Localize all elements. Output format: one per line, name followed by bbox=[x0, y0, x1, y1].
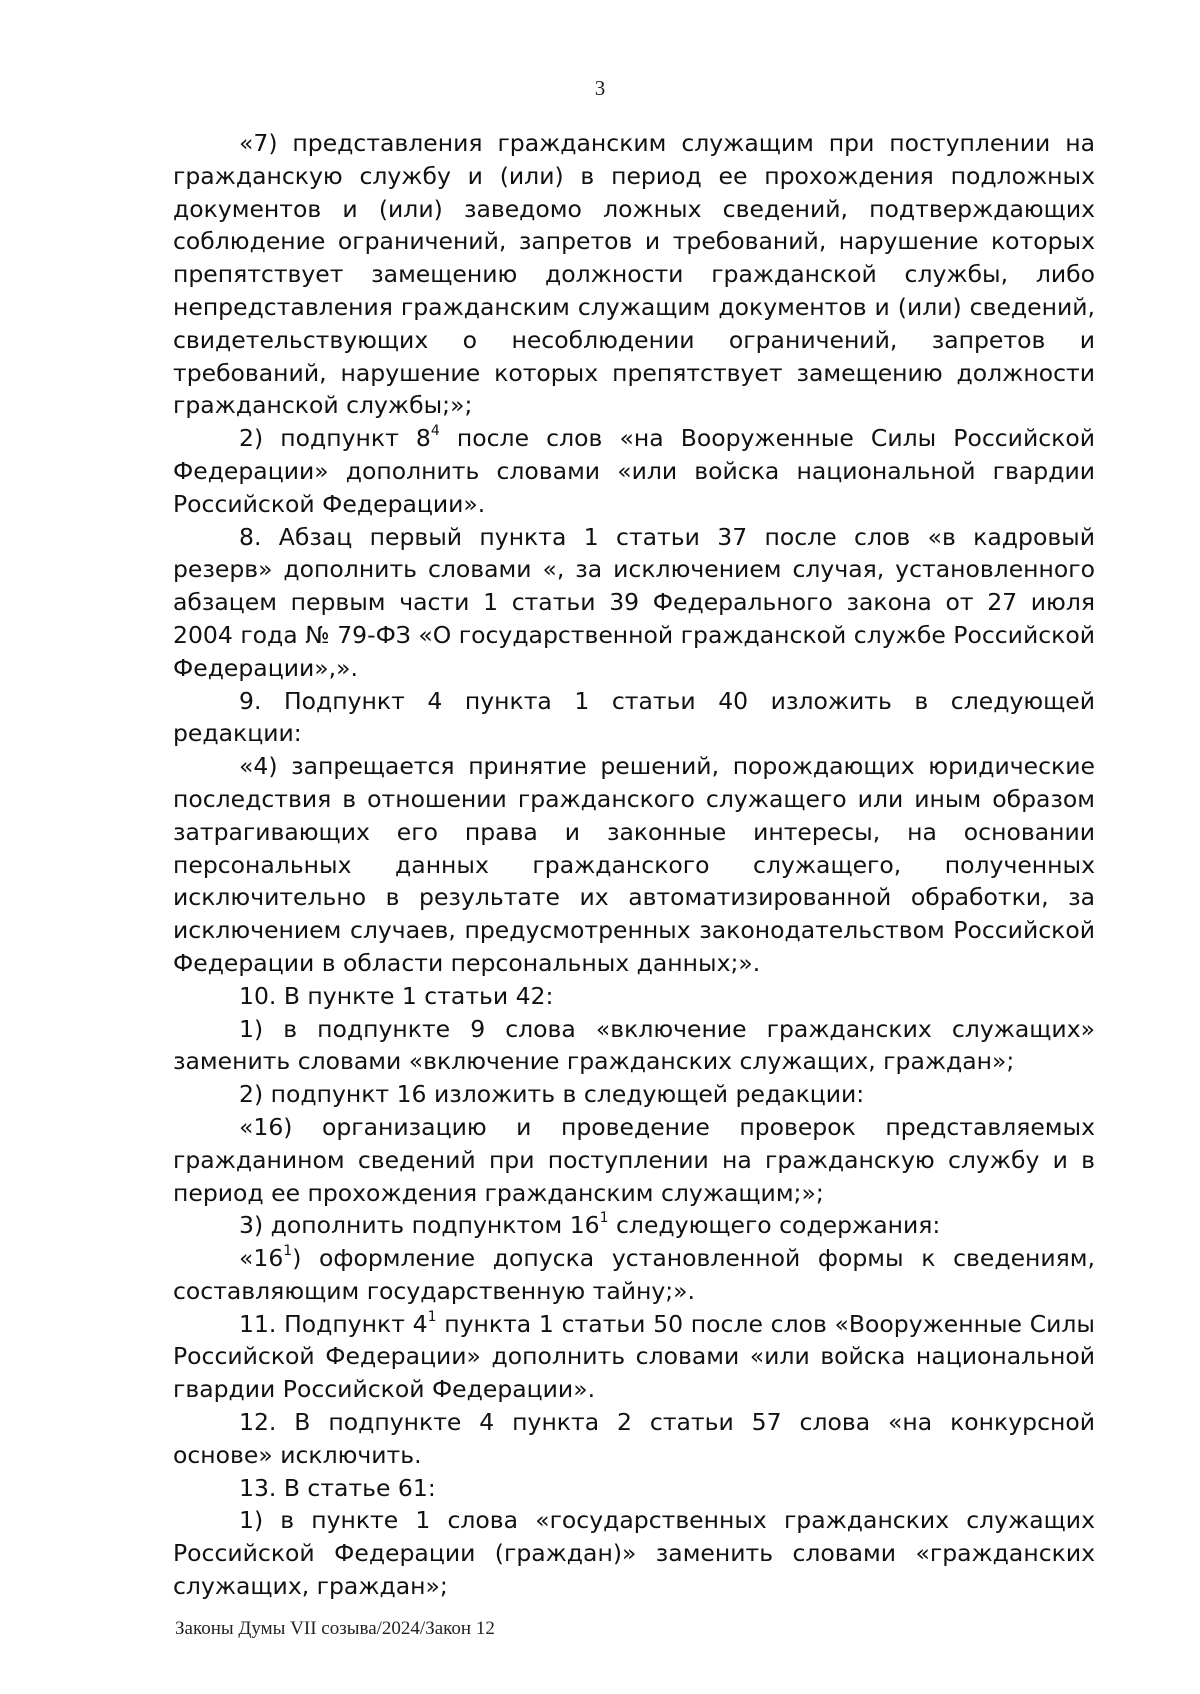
paragraph-text: 3) дополнить подпунктом 16 bbox=[239, 1211, 600, 1240]
paragraph-1-punkt-1: 1) в пункте 1 слова «государственных гражданских служащих Российской Федерации (граждан)» заменить словами «гражданских служащих, граждан»; bbox=[173, 1506, 1095, 1601]
paragraph-12-stati-57: 12. В подпункте 4 пункта 2 статьи 57 слова «на конкурсной основе» исключить. bbox=[173, 1408, 1095, 1469]
paragraph-text: следующего содержания: bbox=[608, 1211, 941, 1240]
paragraph-11-stati-50 bbox=[173, 1308, 1095, 1406]
paragraph-text: 11. Подпункт 4 bbox=[239, 1309, 428, 1338]
paragraph-text: 2) подпункт 8 bbox=[239, 424, 431, 453]
paragraph-1-podpunkt-9: 1) в подпункте 9 слова «включение гражданских служащих» заменить словами «включение гражданских служащих, граждан»; bbox=[173, 1014, 1095, 1076]
paragraph-4-zapreshchaetsya: «4) запрещается принятие решений, порождающих юридические последствия в отношении гражданского служащего или иным образом затрагивающих его права и законные интересы, на основании персональных данных гражданского служащего, полученных исключительно в результате их автоматизированной обработки, за исключением случаев, предусмотренных законодательством Российской Федерации в области персональных данных;». bbox=[173, 752, 1095, 977]
superscript: 4 bbox=[430, 423, 440, 440]
superscript: 1 bbox=[599, 1210, 609, 1227]
document-body bbox=[173, 127, 1095, 1603]
paragraph-16-organizaciya-proverok: «16) организацию и проведение проверок представляемых гражданином сведений при поступлении на гражданскую службу и в период ее прохождения гражданским служащим;»; bbox=[173, 1112, 1095, 1207]
superscript: 1 bbox=[283, 1243, 293, 1260]
paragraph-text: «16 bbox=[239, 1244, 284, 1273]
paragraph-7-podlozhnye-dokumenty: «7) представления гражданским служащим при поступлении на гражданскую службу и (или) в период ее прохождения подложных документов и (или) заведомо ложных сведений, подтверждающих соблюдение ограничений, запретов и требований, нарушение которых препятствует замещению должности гражданской службы, либо непредставления гражданским служащим документов и (или) сведений, свидетельствующих о несоблюдении ограничений, запретов и требований, нарушение которых препятствует замещению должности гражданской службы;»; bbox=[173, 129, 1095, 420]
paragraph-8-abzac-stati-37: 8. Абзац первый пункта 1 статьи 37 после слов «в кадровый резерв» дополнить словами «, за исключением случая, установленного абзацем первым части 1 статьи 39 Федерального закона от 27 июля 2004 года № 79-ФЗ «О государственной гражданской службе Российской Федерации»,». bbox=[173, 522, 1095, 682]
paragraph-13-stati-61: 13. В статье 61: bbox=[239, 1473, 436, 1502]
paragraph-text: пункта 1 статьи 50 после слов «Вооруженные Силы Российской Федерации» дополнить словами «или войска национальной гвардии Российской Федерации». bbox=[173, 1309, 1095, 1404]
document-footer: Законы Думы VII созыва/2024/Закон 12 bbox=[175, 1618, 495, 1639]
paragraph-3-podpunkt-16-1 bbox=[173, 1209, 1095, 1242]
paragraph-text: ) оформление допуска установленной формы к сведениям, составляющим государственную тайну;». bbox=[173, 1244, 1095, 1305]
paragraph-2-podpunkt-16: 2) подпункт 16 изложить в следующей редакции: bbox=[239, 1080, 865, 1109]
paragraph-text: после слов «на Вооруженные Силы Российской Федерации» дополнить словами «или войска национальной гвардии Российской Федерации». bbox=[173, 424, 1095, 518]
paragraph-9-podpunkt-4-stati-40: 9. Подпункт 4 пункта 1 статьи 40 изложить в следующей редакции: bbox=[173, 686, 1095, 748]
paragraph-10-stati-42: 10. В пункте 1 статьи 42: bbox=[239, 981, 554, 1010]
paragraph-2-podpunkt-8-4 bbox=[173, 422, 1095, 520]
superscript: 1 bbox=[427, 1308, 437, 1325]
paragraph-16-1-dopusk bbox=[173, 1242, 1095, 1308]
page-number: 3 bbox=[594, 76, 606, 100]
